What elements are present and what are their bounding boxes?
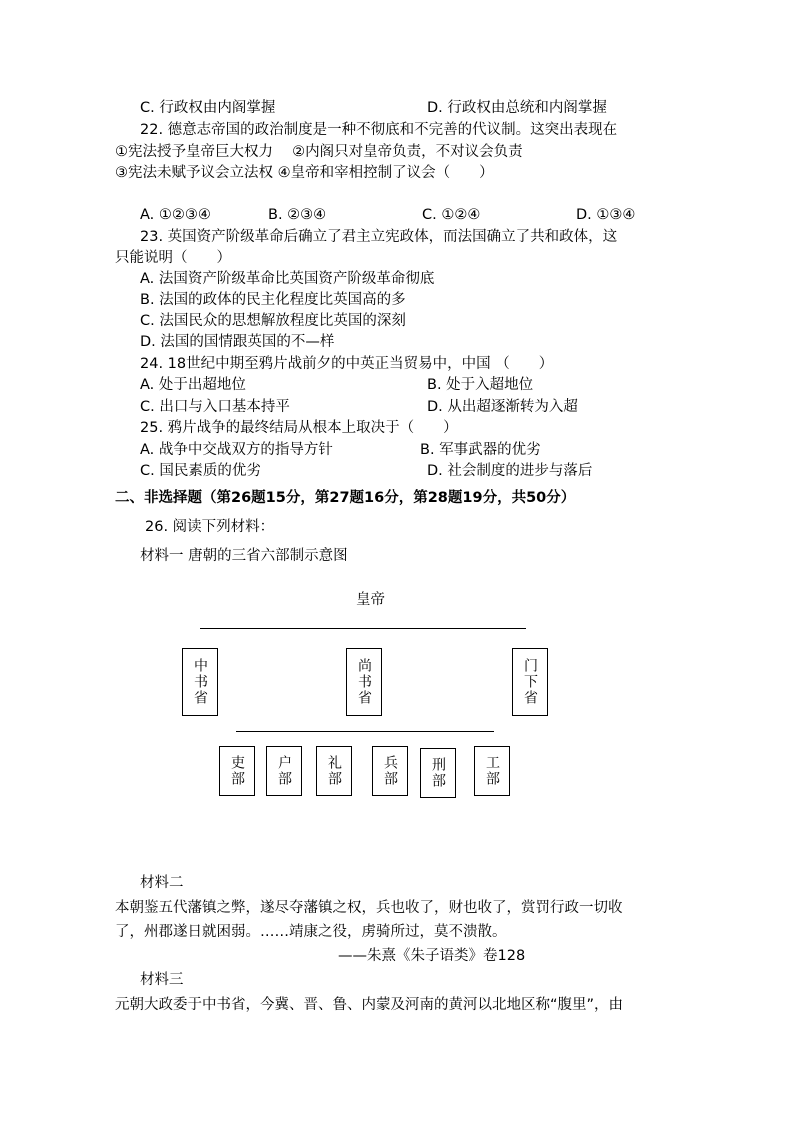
- q22-option-b: B. ②③④: [268, 207, 327, 223]
- material-2-source: ——朱熹《朱子语类》卷128: [338, 948, 526, 964]
- q21-option-d: D. 行政权由总统和内阁掌握: [427, 100, 607, 116]
- material-1-title: 材料一 唐朝的三省六部制示意图: [140, 548, 348, 564]
- material-2-para-1: 本朝鉴五代藩镇之弊，遂尽夺藩镇之权，兵也收了，财也收了，赏罚行政一切收: [115, 900, 623, 916]
- q24-option-c: C. 出口与入口基本持平: [140, 399, 290, 415]
- section-2-heading: 二、非选择题（第26题15分，第27题16分，第28题19分，共50分）: [115, 490, 576, 506]
- diagram-libu-rites: 礼部: [316, 746, 352, 796]
- diagram-xingbu: 刑部: [420, 748, 456, 798]
- q25-option-b: B. 军事武器的优劣: [420, 442, 541, 458]
- q25-option-c: C. 国民素质的优劣: [140, 463, 261, 479]
- q23-stem-1: 23. 英国资产阶级革命后确立了君主立宪政体，而法国确立了共和政体，这: [140, 229, 618, 245]
- q21-option-c: C. 行政权由内阁掌握: [140, 100, 276, 116]
- material-2-title: 材料二: [140, 875, 184, 891]
- diagram-shangshu: 尚书省: [346, 648, 382, 716]
- q23-option-d: D. 法国的国情跟英国的不—样: [140, 334, 335, 350]
- q26-stem: 26. 阅读下列材料：: [145, 519, 275, 535]
- q25-stem: 25. 鸦片战争的最终结局从根本上取决于（ ）: [140, 420, 458, 436]
- q22-statements-1: ①宪法授予皇帝巨大权力 ②内阁只对皇帝负责，不对议会负责: [115, 144, 523, 160]
- diagram-menxia: 门下省: [512, 648, 548, 716]
- q23-option-b: B. 法国的政体的民主化程度比英国高的多: [140, 292, 406, 308]
- diagram-bingbu: 兵部: [372, 746, 408, 796]
- q23-option-a: A. 法国资产阶级革命比英国资产阶级革命彻底: [140, 271, 435, 287]
- material-2-para-2: 了，州郡遂日就困弱。……靖康之役，虏骑所过，莫不溃散。: [115, 924, 507, 940]
- q25-option-a: A. 战争中交战双方的指导方针: [140, 442, 333, 458]
- q22-option-a: A. ①②③④: [140, 207, 211, 223]
- diagram-libu-personnel: 吏部: [219, 746, 255, 796]
- q23-stem-2: 只能说明（ ）: [115, 250, 231, 266]
- q22-statements-2: ③宪法未赋予议会立法权 ④皇帝和宰相控制了议会（ ）: [115, 165, 494, 181]
- q22-option-c: C. ①②④: [422, 207, 481, 223]
- q22-option-d: D. ①③④: [576, 207, 636, 223]
- material-3-title: 材料三: [140, 972, 184, 988]
- diagram-zhongshu: 中书省: [182, 648, 218, 716]
- q25-option-d: D. 社会制度的进步与落后: [427, 463, 593, 479]
- diagram-gongbu: 工部: [474, 746, 510, 796]
- q24-stem: 24. 18世纪中期至鸦片战前夕的中英正当贸易中，中国 （ ）: [140, 356, 554, 372]
- q22-stem: 22. 德意志帝国的政治制度是一种不彻底和不完善的代议制。这突出表现在: [140, 122, 618, 138]
- diagram-emperor: 皇帝: [356, 592, 385, 608]
- q23-option-c: C. 法国民众的思想解放程度比英国的深刻: [140, 313, 406, 329]
- material-3-para-1: 元朝大政委于中书省，今冀、晋、鲁、内蒙及河南的黄河以北地区称“腹里”，由: [115, 997, 624, 1013]
- q24-option-b: B. 处于入超地位: [427, 377, 534, 393]
- q24-option-d: D. 从出超逐渐转为入超: [427, 399, 578, 415]
- diagram-mid-line: [236, 731, 494, 732]
- q24-option-a: A. 处于出超地位: [140, 377, 246, 393]
- diagram-top-line: [200, 628, 526, 629]
- diagram-hubu: 户部: [266, 746, 302, 796]
